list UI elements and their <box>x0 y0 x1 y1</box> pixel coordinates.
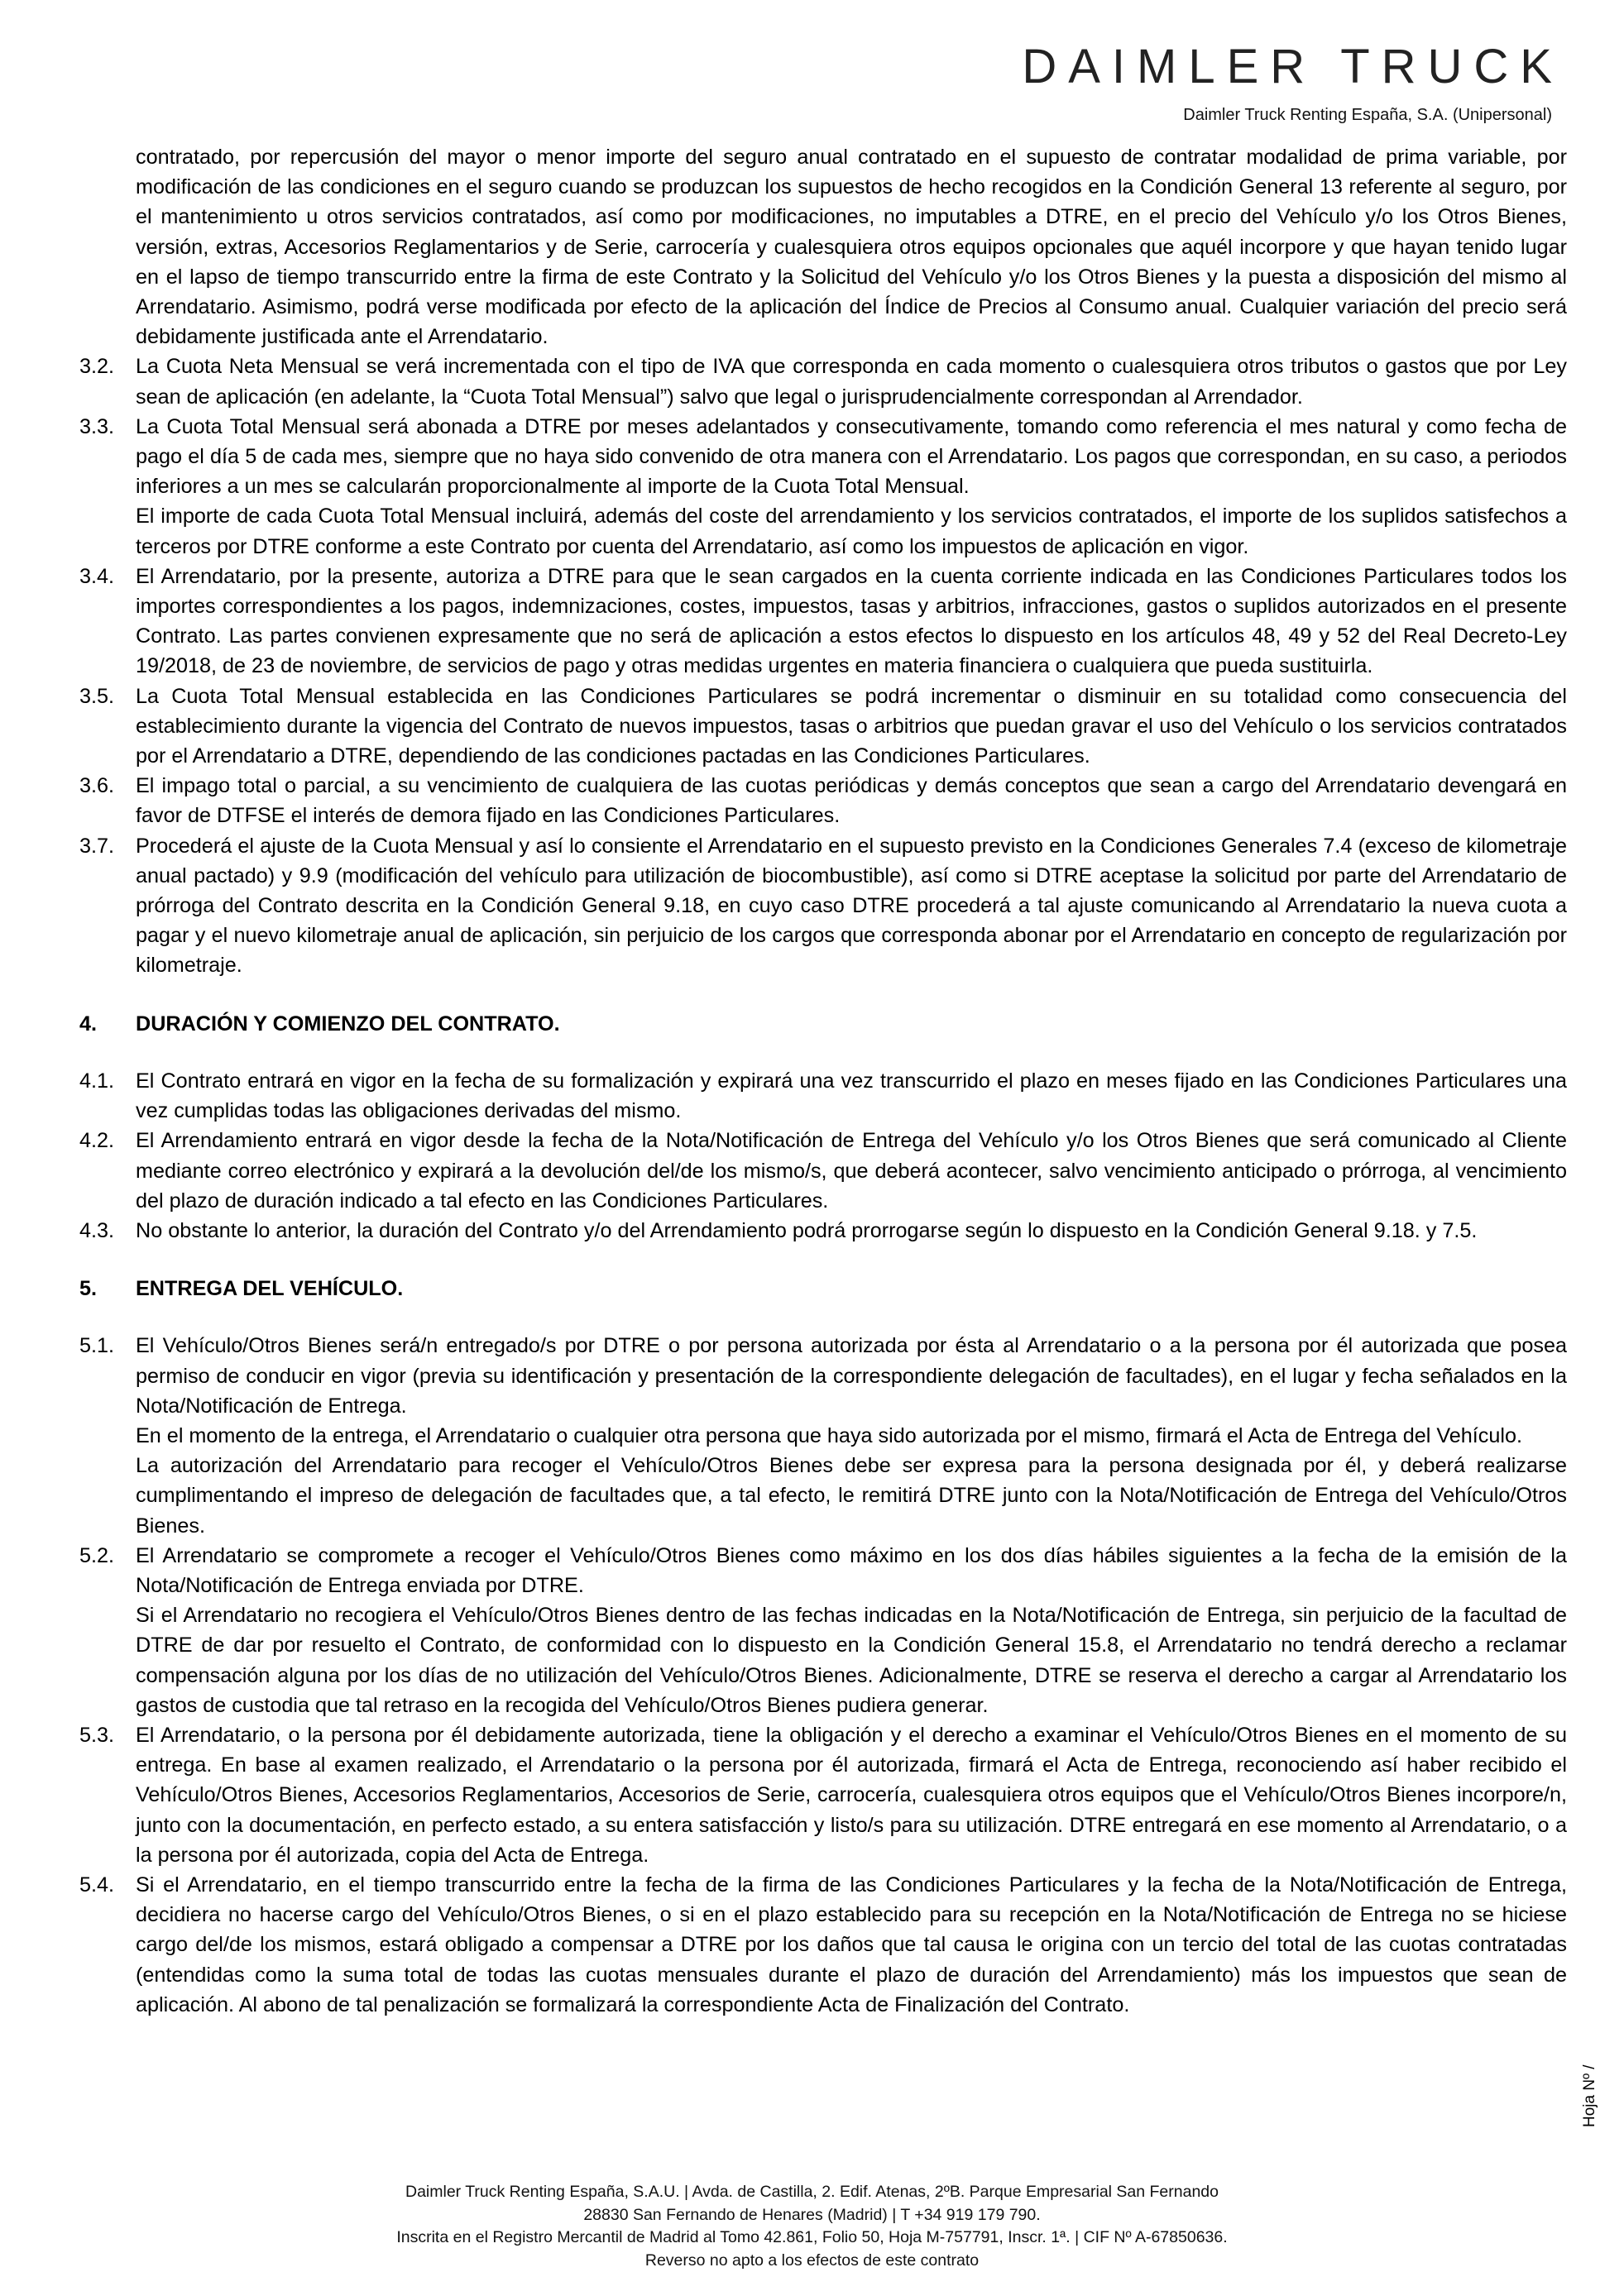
clause-number: 3.7. <box>79 834 115 858</box>
clause-paragraph: La autorización del Arrendatario para recoger el Vehículo/Otros Bienes debe ser expresa para la persona designada por él, y deberá realizarse cumplimentando el impreso de delegación de facultades que, a tal efecto, le remitirá DTRE junto con la Nota/Notificación de Entrega del Vehículo/Otros Bienes. <box>136 1454 1567 1538</box>
clause-paragraph: Procederá el ajuste de la Cuota Mensual y así lo consiente el Arrendatario en el supuesto previsto en la Condiciones Generales 7.4 (exceso de kilometraje anual pactado) y 9.9 (modificación del vehículo para utilización de biocombustible), así como si DTRE aceptase la solicitud por parte del Arrendatario de prórroga del Contrato descrita en la Condición General 9.18, en cuyo caso DTRE procederá a tal ajuste comunicando al Arrendatario la nueva cuota a pagar y el nuevo kilometraje anual de aplicación, sin perjuicio de los cargos que corresponda abonar por el Arrendatario en concepto de regularización por kilometraje. <box>136 834 1567 978</box>
clause-text <box>136 1541 1567 1720</box>
clause-4-3 <box>79 1216 1567 1246</box>
clause-paragraph: El Arrendatario, por la presente, autoriza a DTRE para que le sean cargados en la cuenta corriente indicada en las Condiciones Particulares todos los importes correspondientes a los pagos, indemnizaciones, costes, impuestos, tasas y arbitrios, infracciones, gastos o suplidos autorizados en el presente Contrato. Las partes convienen expresamente que no será de aplicación a estos efectos lo dispuesto en los artículos 48, 49 y 52 del Real Decreto-Ley 19/2018, de 23 de noviembre, de servicios de pago y otras medidas urgentes en materia financiera o cualquiera que pueda sustituirla. <box>136 564 1567 678</box>
clause-number: 5.4. <box>79 1873 115 1897</box>
contract-body <box>79 142 1567 2020</box>
footer-line: Inscrita en el Registro Mercantil de Madrid al Tomo 42.861, Folio 50, Hoja M-757791, Inscr. 1ª. | CIF Nº A-67850636. <box>396 2228 1228 2246</box>
footer <box>0 2181 1624 2272</box>
page-number-note: Hoja Nº / <box>1581 2064 1598 2127</box>
clause-number: 5.1. <box>79 1334 115 1358</box>
clause-number: 3.6. <box>79 774 115 798</box>
clause-number: 3.4. <box>79 564 115 588</box>
section-heading-5 <box>79 1274 1567 1303</box>
section-number: 4. <box>79 1012 98 1036</box>
clause-number: 4.1. <box>79 1069 115 1093</box>
clause-paragraph: El Arrendamiento entrará en vigor desde la fecha de la Nota/Notificación de Entrega del Vehículo y/o los Otros Bienes que será comunicado al Cliente mediante correo electrónico y expirará a la devolución del/de los mismo/s, que deberá acontecer, salvo vencimiento anticipado o prórroga, al vencimiento del plazo de duración indicado a tal efecto en las Condiciones Particulares. <box>136 1129 1567 1213</box>
clause-3-2 <box>79 352 1567 411</box>
letterhead <box>1022 38 1564 125</box>
clauses-section-3 <box>79 352 1567 980</box>
section-heading-4 <box>79 1009 1567 1039</box>
clause-number: 5.2. <box>79 1543 115 1567</box>
clause-paragraph: No obstante lo anterior, la duración del Contrato y/o del Arrendamiento podrá prorrogarse según lo dispuesto en la Condición General 9.18. y 7.5. <box>136 1218 1478 1242</box>
clause-text <box>136 412 1567 562</box>
clause-text <box>136 831 1567 981</box>
clause-number: 4.2. <box>79 1129 115 1153</box>
clause-5-1 <box>79 1331 1567 1540</box>
clause-text <box>136 1216 1567 1246</box>
section-title: ENTREGA DEL VEHÍCULO. <box>136 1277 404 1301</box>
clause-paragraph: Si el Arrendatario, en el tiempo transcurrido entre la fecha de la firma de las Condiciones Particulares y la fecha de la Nota/Notificación de Entrega, decidiera no hacerse cargo del Vehículo/Otros Bienes, o si en el plazo establecido para su recepción en la Nota/Notificación de Entrega no se hiciese cargo del/de los mismos, estará obligado a compensar a DTRE por los daños que tal causa le origina con un tercio del total de las cuotas contratadas (entendidas como la suma total de todas las cuotas mensuales durante el plazo de duración del Arrendamiento) más los impuestos que sean de aplicación. Al abono de tal penalización se formalizará la correspondiente Acta de Finalización del Contrato. <box>136 1873 1567 2016</box>
clause-text <box>136 562 1567 682</box>
footer-line: Reverso no apto a los efectos de este contrato <box>644 2251 980 2270</box>
clause-paragraph: La Cuota Total Mensual establecida en las Condiciones Particulares se podrá incrementar o disminuir en su totalidad como consecuencia del establecimiento durante la vigencia del Contrato de nuevos impuestos, tasas o arbitrios que puedan gravar el uso del Vehículo o los servicios contratados por el Arrendatario a DTRE, dependiendo de las condiciones pactadas en las Condiciones Particulares. <box>136 684 1567 768</box>
clause-text <box>136 682 1567 772</box>
clause-5-3 <box>79 1720 1567 1870</box>
clause-paragraph: Si el Arrendatario no recogiera el Vehículo/Otros Bienes dentro de las fechas indicadas en la Nota/Notificación de Entrega, sin perjuicio de la facultad de DTRE de dar por resuelto el Contrato, de conformidad con lo dispuesto en la Condición General 15.8, el Arrendatario no tendrá derecho a reclamar compensación alguna por los días de no utilización del Vehículo/Otros Bienes. Adicionalmente, DTRE se reserva el derecho a cargar al Arrendatario los gastos de custodia que tal retraso en la recogida del Vehículo/Otros Bienes pudiera generar. <box>136 1604 1567 1717</box>
clause-4-2 <box>79 1126 1567 1216</box>
clauses-section-5 <box>79 1331 1567 2020</box>
footer-line: Daimler Truck Renting España, S.A.U. | Avda. de Castilla, 2. Edif. Atenas, 2ºB. Parque Empresarial San Fernando <box>405 2183 1219 2201</box>
clause-text <box>136 1720 1567 1870</box>
clause-3-4 <box>79 562 1567 682</box>
clause-number: 3.3. <box>79 414 115 438</box>
clause-number: 3.5. <box>79 684 115 708</box>
clause-text <box>136 1331 1567 1540</box>
clause-text <box>136 352 1567 411</box>
clause-5-2 <box>79 1541 1567 1720</box>
clause-paragraph: La Cuota Neta Mensual se verá incrementada con el tipo de IVA que corresponda en cada momento o cualesquiera otros tributos o gastos que por Ley sean de aplicación (en adelante, la “Cuota Total Mensual”) salvo que legal o jurisprudencialmente correspondan al Arrendador. <box>136 355 1567 409</box>
clause-paragraph: El Vehículo/Otros Bienes será/n entregado/s por DTRE o por persona autorizada por ésta al Arrendatario o a la persona por él autorizada que posea permiso de conducir en vigor (previa su identificación y presentación de la correspondiente delegación de facultades), en el lugar y fecha señalados en la Nota/Notificación de Entrega. <box>136 1334 1567 1418</box>
clause-paragraph: El impago total o parcial, a su vencimiento de cualquiera de las cuotas periódicas y demás conceptos que sean a cargo del Arrendatario devengará en favor de DTFSE el interés de demora fijado en las Condiciones Particulares. <box>136 774 1567 828</box>
clause-paragraph: El Contrato entrará en vigor en la fecha de su formalización y expirará una vez transcurrido el plazo en meses fijado en las Condiciones Particulares una vez cumplidas todas las obligaciones derivadas del mismo. <box>136 1069 1567 1123</box>
section-number: 5. <box>79 1277 98 1301</box>
company-name: Daimler Truck Renting España, S.A. (Unipersonal) <box>1183 106 1552 124</box>
clause-3-6 <box>79 771 1567 830</box>
clause-paragraph: El Arrendatario, o la persona por él debidamente autorizada, tiene la obligación y el derecho a examinar el Vehículo/Otros Bienes en el momento de su entrega. En base al examen realizado, el Arrendatario o la persona por él autorizada, firmará el Acta de Entrega, reconociendo así haber recibido el Vehículo/Otros Bienes, Accesorios Reglamentarios, Accesorios de Serie, carrocería, cualesquiera otros equipos que el Vehículo/Otros Bienes incorpore/n, junto con la documentación, en perfecto estado, a su entera satisfacción y listo/s para su utilización. DTRE entregará en ese momento al Arrendatario, o a la persona por él autorizada, copia del Acta de Entrega. <box>136 1723 1567 1867</box>
clause-paragraph: El Arrendatario se compromete a recoger el Vehículo/Otros Bienes como máximo en los dos días hábiles siguientes a la fecha de la emisión de la Nota/Notificación de Entrega enviada por DTRE. <box>136 1543 1567 1597</box>
clause-paragraph: En el momento de la entrega, el Arrendatario o cualquier otra persona que haya sido autorizada por el mismo, firmará el Acta de Entrega del Vehículo. <box>136 1423 1522 1447</box>
intro-paragraph: contratado, por repercusión del mayor o menor importe del seguro anual contratado en el supuesto de contratar modalidad de prima variable, por modificación de las condiciones en el seguro cuando se produzcan los supuestos de hecho recogidos en la Condición General 13 referente al seguro, por el mantenimiento u otros servicios contratados, así como por modificaciones, no imputables a DTRE, en el precio del Vehículo y/o los Otros Bienes, versión, extras, Accesorios Reglamentarios y de Serie, carrocería y cualesquiera otros equipos opcionales que aquél incorpore y que hayan tenido lugar en el lapso de tiempo transcurrido entre la firma de este Contrato y la Solicitud del Vehículo y/o los Otros Bienes y la puesta a disposición del mismo al Arrendatario. Asimismo, podrá verse modificada por efecto de la aplicación del Índice de Precios al Consumo anual. Cualquier variación del precio será debidamente justificada ante el Arrendatario. <box>136 146 1567 349</box>
clause-paragraph: La Cuota Total Mensual será abonada a DTRE por meses adelantados y consecutivamente, tomando como referencia el mes natural y como fecha de pago el día 5 de cada mes, siempre que no haya sido convenido de otra manera con el Arrendatario. Los pagos que correspondan, en su caso, a periodos inferiores a un mes se calcularán proporcionalmente al importe de la Cuota Total Mensual. <box>136 414 1567 499</box>
clause-text <box>136 1126 1567 1216</box>
clause-3-7 <box>79 831 1567 981</box>
clause-paragraph: El importe de cada Cuota Total Mensual incluirá, además del coste del arrendamiento y los servicios contratados, el importe de los suplidos satisfechos a terceros por DTRE conforme a este Contrato por cuenta del Arrendatario, así como los impuestos de aplicación en vigor. <box>136 505 1567 558</box>
clause-3-5 <box>79 682 1567 772</box>
clause-number: 4.3. <box>79 1218 115 1242</box>
clause-5-4 <box>79 1870 1567 2020</box>
clause-number: 5.3. <box>79 1723 115 1747</box>
clause-text <box>136 1870 1567 2020</box>
section-title: DURACIÓN Y COMIENZO DEL CONTRATO. <box>136 1012 560 1036</box>
clause-4-1 <box>79 1066 1567 1126</box>
clause-number: 3.2. <box>79 355 115 379</box>
footer-line: 28830 San Fernando de Henares (Madrid) | T +34 919 179 790. <box>583 2205 1041 2224</box>
brand-logo: DAIMLER TRUCK <box>1022 40 1564 93</box>
clause-text <box>136 771 1567 830</box>
clause-3-3 <box>79 412 1567 562</box>
clauses-section-4 <box>79 1066 1567 1246</box>
clause-text <box>136 1066 1567 1126</box>
